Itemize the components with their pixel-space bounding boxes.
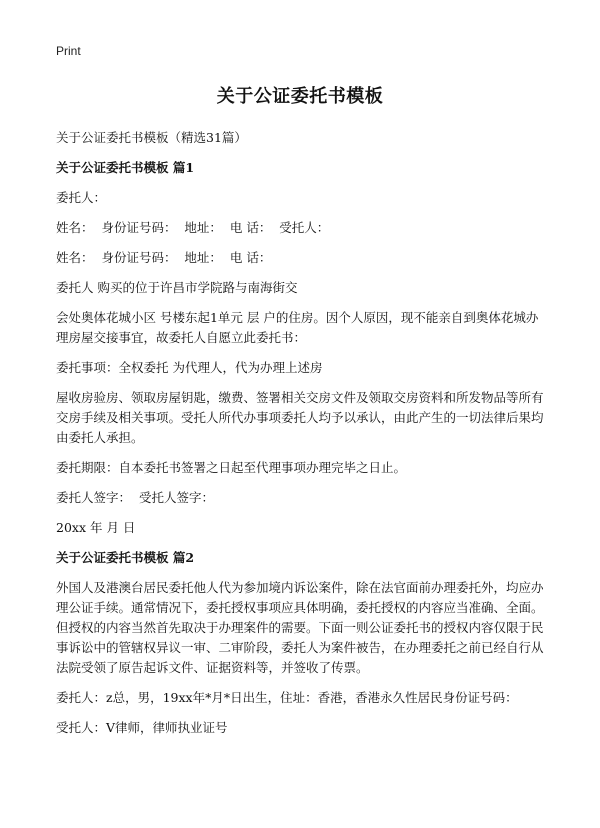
paragraph: 委托人： — [56, 190, 107, 205]
document-subtitle: 关于公证委托书模板（精选31篇） — [56, 130, 247, 145]
paragraph: 屋收房验房、领取房屋钥匙，缴费、签署相关交房文件及领取交房资料和所发物品等所有交房手续及相关事项。受托人所代办事项委托人均予以承认，由此产生的一切法律后果均由委托人承担。 — [56, 390, 544, 445]
paragraph: 受托人：V律师，律师执业证号 — [56, 720, 228, 735]
paragraph: 委托事项：全权委托 为代理人，代为办理上述房 — [56, 360, 323, 375]
section-heading: 关于公证委托书模板 篇2 — [56, 550, 195, 565]
paragraph: 姓名： 身份证号码： 地址： 电 话： — [56, 250, 272, 265]
paragraph: 委托人：z总，男，19xx年*月*日出生，住址：香港，香港永久性居民身份证号码： — [56, 690, 518, 705]
print-label: Print — [56, 44, 81, 58]
document-title: 关于公证委托书模板 — [216, 86, 384, 107]
paragraph: 20xx 年 月 日 — [56, 520, 136, 535]
paragraph: 会处奥体花城小区 号楼东起1单元 层 户的住房。因个人原因，现不能亲自到奥体花城办理房屋交接事宜，故委托人自愿立此委托书： — [56, 310, 539, 345]
paragraph: 委托人 购买的位于许昌市学院路与南海街交 — [56, 280, 298, 295]
paragraph: 委托期限：自本委托书签署之日起至代理事项办理完毕之日止。 — [56, 460, 407, 475]
paragraph: 委托人签字： 受托人签字： — [56, 490, 214, 505]
paragraph: 姓名： 身份证号码： 地址： 电 话： 受托人： — [56, 220, 330, 235]
paragraph: 外国人及港澳台居民委托他人代为参加境内诉讼案件，除在法官面前办理委托外，均应办理公证手续。通常情况下，委托授权事项应具体明确，委托授权的内容应当准确、全面。但授权的内容当然首先取决于办理案件的需要。下面一则公证委托书的授权内容仅限于民事诉讼中的管辖权异议一审、二审阶段，委托人为案件被告，在办理委托之前已经自行从法院受领了原告起诉文件、证据资料等，并签收了传票。 — [56, 580, 544, 675]
section-heading: 关于公证委托书模板 篇1 — [56, 160, 195, 175]
